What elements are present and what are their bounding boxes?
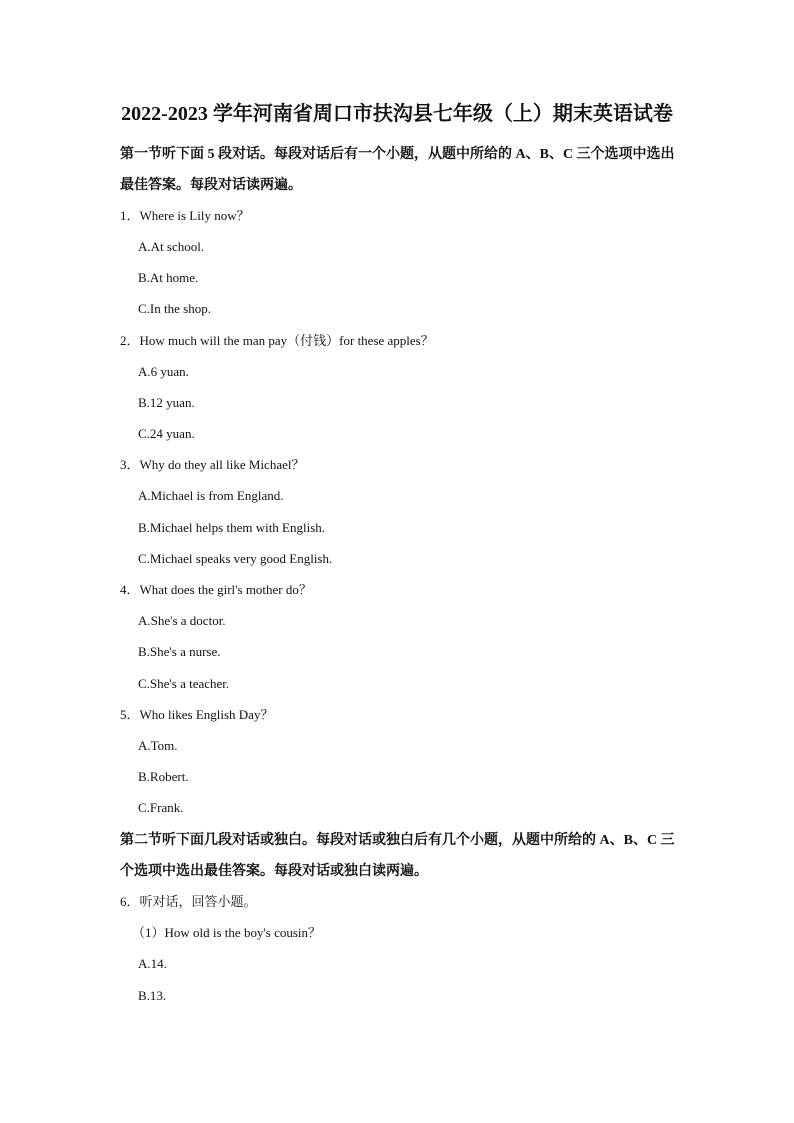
question-5-stem: 5．Who likes English Day？ xyxy=(120,707,274,722)
question-3-option-c: C.Michael speaks very good English. xyxy=(138,551,333,566)
question-1-option-b: B.At home. xyxy=(138,270,199,285)
question-4-stem: 4．What does the girl's mother do？ xyxy=(120,582,312,597)
document-title: 2022-2023 学年河南省周口市扶沟县七年级（上）期末英语试卷 xyxy=(121,103,673,125)
question-2-option-b: B.12 yuan. xyxy=(138,395,195,410)
section-1-instructions: 第一节听下面 5 段对话。每段对话后有一个小题，从题中所给的 A、B、C 三个选项中选出最佳答案。每段对话读两遍。 xyxy=(120,147,675,193)
question-2-option-a: A.6 yuan. xyxy=(138,364,189,379)
question-5-option-b: B.Robert. xyxy=(138,769,189,784)
question-6-stem: 6．听对话，回答小题。 xyxy=(120,894,257,909)
question-3-stem: 3．Why do they all like Michael？ xyxy=(120,457,305,472)
question-4-option-b: B.She's a nurse. xyxy=(138,644,221,659)
section-2-instructions: 第二节听下面几段对话或独白。每段对话或独白后有几个小题，从题中所给的 A、B、C 三个选项中选出最佳答案。每段对话或独白读两遍。 xyxy=(120,833,675,879)
question-1-option-c: C.In the shop. xyxy=(138,301,211,316)
question-3-option-b: B.Michael helps them with English. xyxy=(138,520,326,535)
question-2-stem: 2．How much will the man pay（付钱）for these apples？ xyxy=(120,333,434,348)
question-6-sub-1-stem: （1）How old is the boy's cousin？ xyxy=(132,925,322,940)
question-5-option-c: C.Frank. xyxy=(138,800,184,815)
question-6-sub-1-option-b: B.13. xyxy=(138,988,167,1003)
question-1-stem: 1．Where is Lily now？ xyxy=(120,208,250,223)
question-4-option-c: C.She's a teacher. xyxy=(138,676,230,691)
question-4-option-a: A.She's a doctor. xyxy=(138,613,226,628)
question-3-option-a: A.Michael is from England. xyxy=(138,488,284,503)
question-1-option-a: A.At school. xyxy=(138,239,205,254)
question-6-sub-1-option-a: A.14. xyxy=(138,956,167,971)
question-2-option-c: C.24 yuan. xyxy=(138,426,195,441)
question-5-option-a: A.Tom. xyxy=(138,738,178,753)
